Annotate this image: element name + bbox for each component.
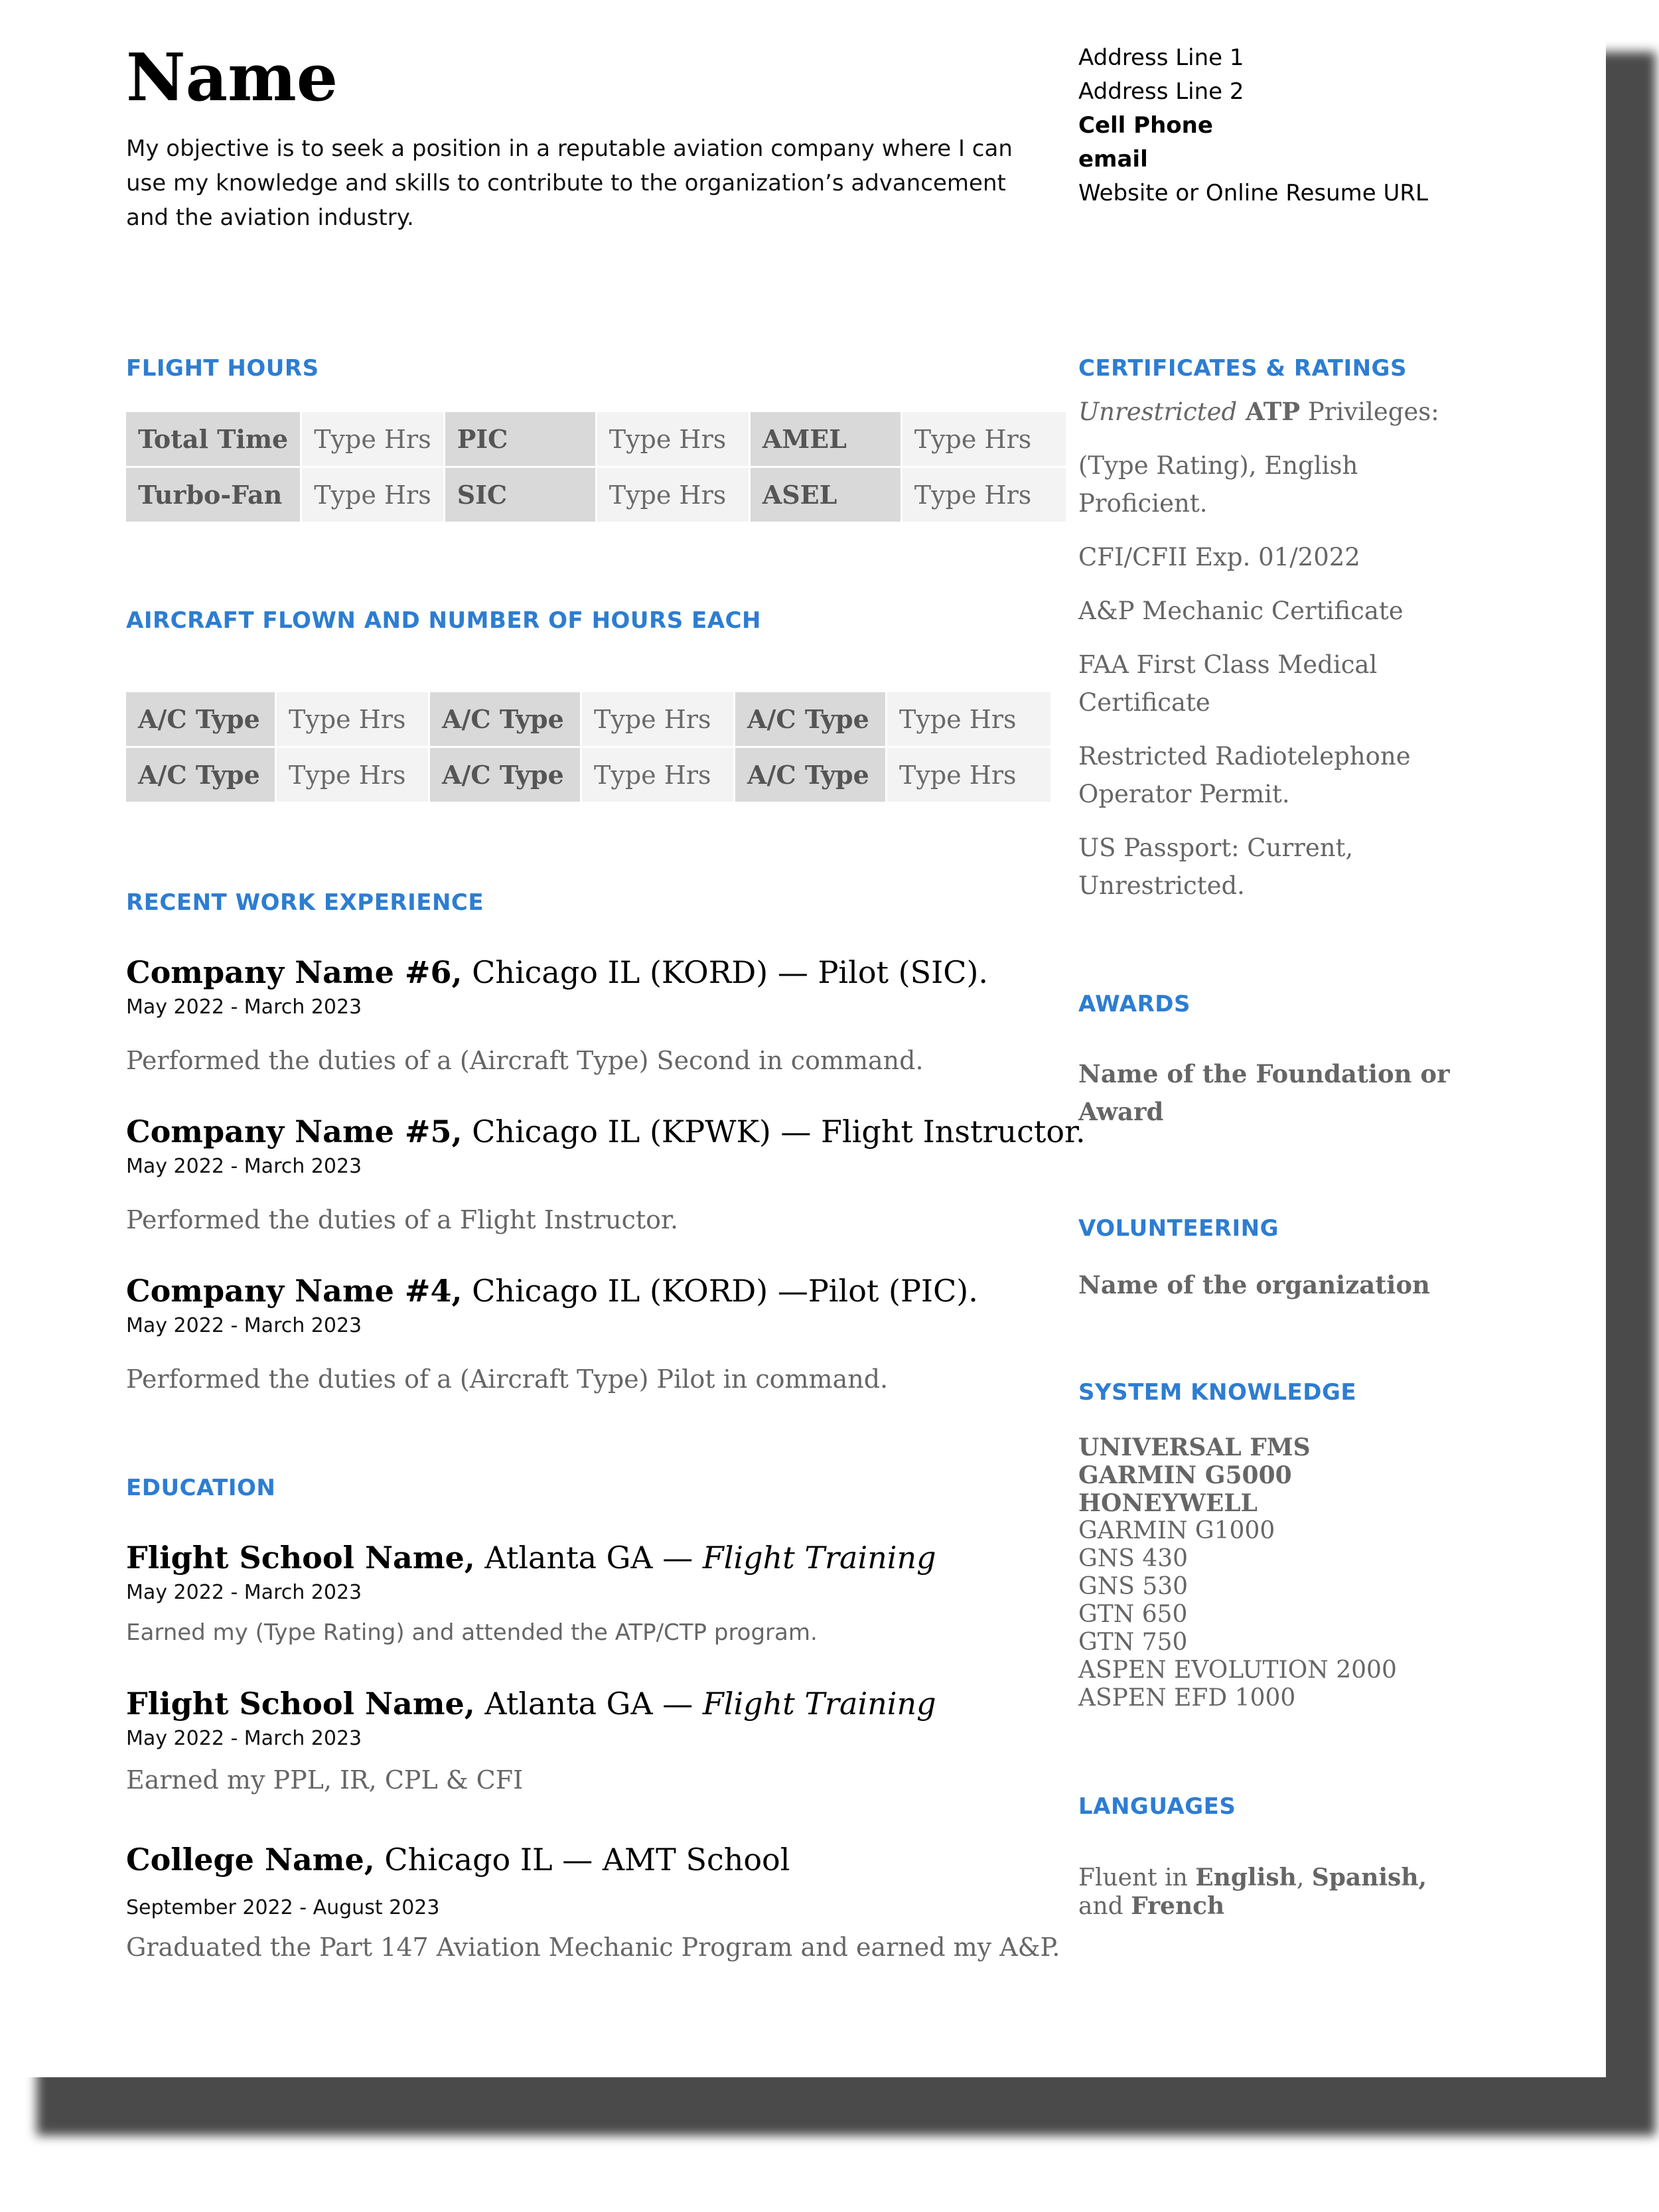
hours-label: Total Time (126, 412, 300, 466)
job-dates: May 2022 - March 2023 (126, 995, 362, 1019)
candidate-name: Name (126, 40, 338, 116)
hours-value: Type Hrs (302, 468, 443, 522)
certificate-item: FAA First Class Medical Certificate (1078, 650, 1378, 717)
aircraft-type: A/C Type (126, 692, 275, 746)
system-item: UNIVERSAL FMS (1078, 1434, 1311, 1461)
certificate-item: A&P Mechanic Certificate (1078, 597, 1404, 625)
system-item: GTN 650 (1078, 1601, 1188, 1628)
system-knowledge-heading: SYSTEM KNOWLEDGE (1078, 1379, 1357, 1406)
job-title (126, 954, 988, 990)
education-heading: EDUCATION (126, 1475, 276, 1501)
system-item: GNS 430 (1078, 1545, 1189, 1572)
aircraft-hours: Type Hrs (277, 692, 428, 746)
certificate-item: Restricted Radiotelephone Operator Permit. (1078, 742, 1411, 808)
job-description: Performed the duties of a (Aircraft Type) Second in command. (126, 1046, 924, 1075)
job-detail: Chicago IL (KPWK) — Flight Instructor. (462, 1114, 1086, 1149)
email: email (1078, 146, 1148, 173)
hours-label: SIC (445, 468, 595, 522)
hours-value: Type Hrs (302, 412, 443, 466)
cell-phone: Cell Phone (1078, 112, 1213, 139)
language: English (1195, 1864, 1297, 1891)
volunteering-item: Name of the organization (1078, 1270, 1430, 1299)
system-knowledge-list (1078, 1434, 1397, 1712)
flight-hours-heading: FLIGHT HOURS (126, 355, 319, 382)
hours-label: Turbo-Fan (126, 468, 300, 522)
table-row (126, 468, 1066, 522)
aircraft-hours: Type Hrs (887, 748, 1050, 802)
award-item: Name of the Foundation or Award (1078, 1059, 1450, 1126)
school-dates: May 2022 - March 2023 (126, 1727, 362, 1750)
address-line-1: Address Line 1 (1078, 44, 1244, 71)
system-item: HONEYWELL (1078, 1489, 1258, 1517)
school-description: Earned my PPL, IR, CPL & CFI (126, 1765, 524, 1795)
awards-heading: AWARDS (1078, 991, 1190, 1017)
aircraft-type: A/C Type (735, 692, 885, 746)
certificates-heading: CERTIFICATES & RATINGS (1078, 355, 1407, 382)
system-item: GTN 750 (1078, 1629, 1188, 1656)
languages-heading: LANGUAGES (1078, 1793, 1236, 1820)
system-item: ASPEN EVOLUTION 2000 (1078, 1657, 1397, 1684)
job-title (126, 1273, 978, 1309)
school-location: Atlanta GA — (474, 1540, 703, 1576)
school-description: Earned my (Type Rating) and attended the ATP/CTP program. (126, 1619, 818, 1646)
job-description: Performed the duties of a (Aircraft Type) Pilot in command. (126, 1364, 889, 1394)
certificates-list (1078, 393, 1450, 921)
table-row (126, 748, 1050, 802)
school-dates: September 2022 - August 2023 (126, 1896, 440, 1919)
aircraft-hours: Type Hrs (582, 748, 733, 802)
aircraft-table (124, 690, 1052, 804)
objective-statement: My objective is to seek a position in a reputable aviation company where I can use my knowledge and skills to contribute to the organization’s advancement and the aviation industry. (126, 135, 1013, 231)
address-line-2: Address Line 2 (1078, 78, 1244, 105)
job-title (126, 1114, 1086, 1149)
aircraft-hours: Type Hrs (582, 692, 733, 746)
company-name: Company Name #5, (126, 1114, 463, 1149)
aircraft-hours: Type Hrs (277, 748, 428, 802)
language: Spanish, (1311, 1864, 1427, 1891)
aircraft-type: A/C Type (430, 748, 580, 802)
school-dates: May 2022 - March 2023 (126, 1581, 362, 1604)
hours-value: Type Hrs (902, 468, 1066, 522)
hours-label: PIC (445, 412, 595, 466)
school-title (126, 1540, 936, 1576)
school-location: Atlanta GA — (474, 1686, 703, 1722)
job-description: Performed the duties of a Flight Instructor. (126, 1205, 679, 1234)
aircraft-type: A/C Type (126, 748, 275, 802)
hours-label: AMEL (751, 412, 901, 466)
table-row (126, 692, 1050, 746)
experience-heading: RECENT WORK EXPERIENCE (126, 889, 484, 916)
job-detail: Chicago IL (KORD) — Pilot (SIC). (462, 954, 989, 990)
certificate-item: CFI/CFII Exp. 01/2022 (1078, 543, 1360, 571)
system-item: GNS 530 (1078, 1573, 1189, 1600)
languages-text: Fluent in English, Spanish, and French (1078, 1864, 1427, 1920)
system-item: GARMIN G5000 (1078, 1461, 1292, 1489)
school-program: Flight Training (702, 1686, 936, 1722)
hours-value: Type Hrs (597, 468, 749, 522)
aircraft-type: A/C Type (735, 748, 885, 802)
aircraft-type: A/C Type (430, 692, 580, 746)
aircraft-hours: Type Hrs (887, 692, 1050, 746)
school-location: Chicago IL — AMT School (374, 1842, 790, 1878)
system-item: GARMIN G1000 (1078, 1517, 1275, 1544)
school-name: Flight School Name, (126, 1540, 475, 1576)
company-name: Company Name #6, (126, 954, 463, 990)
job-detail: Chicago IL (KORD) —Pilot (PIC). (462, 1273, 978, 1309)
school-program: Flight Training (702, 1540, 936, 1576)
school-description: Graduated the Part 147 Aviation Mechanic Program and earned my A&P. (126, 1933, 1060, 1962)
table-row (126, 412, 1066, 466)
flight-hours-table (124, 410, 1068, 524)
atp-privileges: Unrestricted ATP Privileges: (1078, 397, 1439, 426)
school-title (126, 1686, 936, 1722)
certificate-item: (Type Rating), English Proficient. (1078, 451, 1358, 518)
certificate-item: US Passport: Current, Unrestricted. (1078, 834, 1354, 900)
job-dates: May 2022 - March 2023 (126, 1155, 362, 1178)
contact-block (1078, 41, 1428, 210)
aircraft-heading: AIRCRAFT FLOWN AND NUMBER OF HOURS EACH (126, 607, 761, 634)
job-dates: May 2022 - March 2023 (126, 1314, 362, 1337)
hours-label: ASEL (751, 468, 901, 522)
language: French (1131, 1892, 1225, 1920)
system-item: ASPEN EFD 1000 (1078, 1684, 1296, 1712)
volunteering-heading: VOLUNTEERING (1078, 1215, 1279, 1242)
hours-value: Type Hrs (902, 412, 1066, 466)
school-name: College Name, (126, 1842, 375, 1878)
website-url: Website or Online Resume URL (1078, 180, 1428, 206)
school-title (126, 1842, 790, 1878)
hours-value: Type Hrs (597, 412, 749, 466)
company-name: Company Name #4, (126, 1273, 463, 1309)
school-name: Flight School Name, (126, 1686, 475, 1722)
